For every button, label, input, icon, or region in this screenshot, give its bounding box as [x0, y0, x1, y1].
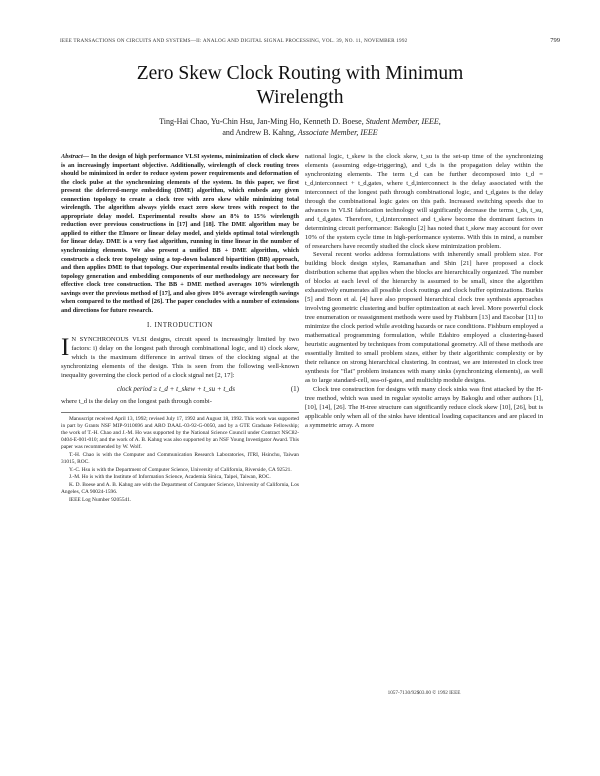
- right-column: [305, 153, 543, 431]
- intro-text-2: where t_d is the delay on the longest path through combi-: [61, 398, 212, 406]
- author-names-1: Ting-Hai Chao, Yu-Chin Hsu, Jan-Ming Ho, Kenneth D. Boese,: [159, 117, 364, 126]
- paper-title: [60, 62, 540, 110]
- equation-1: [61, 385, 299, 394]
- drop-cap-letter: I: [61, 334, 70, 362]
- section-heading: I. INTRODUCTION: [146, 322, 213, 330]
- title-line-2: Wirelength: [256, 87, 344, 108]
- equation-number: (1): [290, 385, 299, 394]
- intro-text-1: designs, circuit speed is increasingly limited by two factors: i) delay on the longest path through combinational logic, and ii) clock skew, which is the maximum difference in arrival times of the clocking signal at the synchronizing elements of the design. This is seen from the following well-known inequality governing the clock period of a clock signal net [2, 17]:: [61, 336, 300, 380]
- footnote-affil-3: J.-M. Ho is with the Institute of Information Science, Academia Sinica, Taipei, Taiwan, ROC.: [69, 474, 271, 481]
- page-number: 799: [550, 37, 560, 44]
- abstract: [61, 153, 299, 315]
- author-line-2: [60, 127, 540, 138]
- author-membership-1: Student Member, IEEE,: [365, 117, 441, 126]
- author-list: [60, 116, 540, 138]
- author-line-1: [60, 116, 540, 127]
- intro-smallcaps: N SYNCHRONOUS VLSI: [71, 336, 147, 344]
- abstract-text: In the design of high performance VLSI systems, minimization of clock skew is an increasingly important objective. Additionally, wirelength of clock routing trees should be minimized in order to reduce system power requirements and deformation of the clock pulse at the synchronizing elements of the system. In this paper, we first present the deferred-merge embedding (DME) algorithm, which embeds any given connection topology to create a clock tree with zero skew while minimizing total wirelength. The algorithm always yields exact zero skew trees with respect to the appropriate delay model. Experimental results show an 8% to 15% wirelength reduction over previous constructions in [17] and [18]. The DME algorithm may be applied to either the Elmore or linear delay model, and yields optimal total wirelength for linear delay. DME is a very fast algorithm, running in time linear in the number of synchronizing elements. We also present a unified BB + DME algorithm, which constructs a clock tree topology using a top-down balanced bipartition (BB) approach, and then applies DME to that topology. Our experimental results indicate that both the topology generation and embedding components of our methodology are necessary for effective clock tree construction. The BB + DME method averages 10% wirelength savings over the previous method of [17], and also gives 10% average wirelength savings when compared to the method of [26]. The paper concludes with a number of extensions and directions for future research.: [61, 153, 299, 314]
- abstract-label: Abstract—: [61, 153, 89, 160]
- right-paragraph-1: national logic, t_skew is the clock skew, t_su is the set-up time of the synchronizing elements (assuming edge-triggering), and t_ds is the propagation delay within the synchronizing elements. The term t_d can be further decomposed into t_d = t_d,interconnect + t_d,gates, where t_d,interconnect is the delay associated with the interconnect of the longest path through combinational logic, and t_d,gates is the delay through the combinational logic gates on this path. Increased switching speeds due to advances in VLSI fabrication technology will significantly decrease the terms t_ds, t_su, and t_d,gates. Therefore, t_d,interconnect and t_skew become the dominant factors in determining circuit performance: Bakoglu [2] has noted that t_skew may account for over 10% of the system cycle time in high-performance systems. With this in mind, a number of researchers have recently studied the clock skew minimization problem.: [305, 153, 543, 250]
- equation-text: clock period ≥ t_d + t_skew + t_su + t_ds: [116, 385, 235, 394]
- intro-paragraph-1: [61, 336, 299, 381]
- ieee-log-number: IEEE Log Number 9205541.: [69, 496, 132, 503]
- author-membership-2: Associate Member, IEEE: [297, 128, 378, 137]
- left-column: [61, 153, 299, 504]
- copyright-line: 1057-7130/92$03.00 © 1992 IEEE: [387, 690, 461, 696]
- author-names-2: and Andrew B. Kahng,: [222, 128, 296, 137]
- footnote-affil-1: T.-H. Chao is with the Computer and Communication Research Laboratories, ITRI, Hsinchu, Taiwan 31015, ROC.: [61, 451, 299, 466]
- footnote-received: Manuscript received April 13, 1992; revised July 17, 1992 and August 18, 1992. This work was supported in part by Grants NSF MIP-9110696 and ARO DAAL-03-92-G-0050, and by a GTE Graduate Fellowship; the work of T.-H. Chao and J.-M. Ho was supported by the National Science Council under Contract NSC82-0404-E-001-010; and the work of A. B. Kahng was also supported by an NSF Young Investigator Award. This paper was recommended by W. Wolf.: [61, 416, 299, 451]
- title-line-1: Zero Skew Clock Routing with Minimum: [136, 63, 464, 84]
- footnote-block: [61, 412, 299, 504]
- right-paragraph-2: Several recent works address formulations with inherently small problem size. For building block design styles, Ramanathan and Shin [21] have proposed a clock distribution scheme that applies when the blocks are hierarchically organized. The number of blocks at each level of the hierarchy is assumed to be small, since the algorithm exhaustively enumerates all possible clock routings and clock buffer optimizations. Burkis [5] and Boon et al. [4] have also proposed hierarchical clock tree synthesis approaches involving geometric clustering and buffer optimization at each level. More powerful clock tree enumeration or reassignment methods were used by Fishburn [13] and Escobar [11] to minimize the clock period while avoiding hazards or race conditions. Fishburn employed a mathematical programming formulation, while Edahiro employed a clustering-based heuristic augmented by techniques from computational geometry. All of these methods are essentially limited to small problem sizes, either by their algorithmic complexity or by their reliance on strong hierarchical clustering. In contrast, we are interested in clock tree synthesis for "flat" problem instances with many sinks (synchronizing elements), as well as to large standard-cell, sea-of-gates, and multichip module designs.: [305, 251, 543, 384]
- footnote-affil-4: K. D. Boese and A. B. Kahng are with the Department of Computer Science, University of California, Los Angeles, CA 90024-1596.: [61, 481, 299, 495]
- footnote-affil-2: Y.-C. Hsu is with the Department of Computer Science, University of California, Riverside, CA 92521.: [69, 466, 292, 473]
- right-paragraph-3: Clock tree construction for designs with many clock sinks was first attacked by the H-tree method, which was used in regular systolic arrays by Bakoglu and other authors [1], [10], [14], [26]. The H-tree structure can significantly reduce clock skew [10], [26], but is applicable only when all of the sinks have identical loading capacitances and are placed in a symmetric array. A more: [305, 385, 543, 429]
- running-head: IEEE TRANSACTIONS ON CIRCUITS AND SYSTEMS—II: ANALOG AND DIGITAL SIGNAL PROCESSING, VOL. 39, NO. 11, NOVEMBER 1992: [60, 38, 408, 44]
